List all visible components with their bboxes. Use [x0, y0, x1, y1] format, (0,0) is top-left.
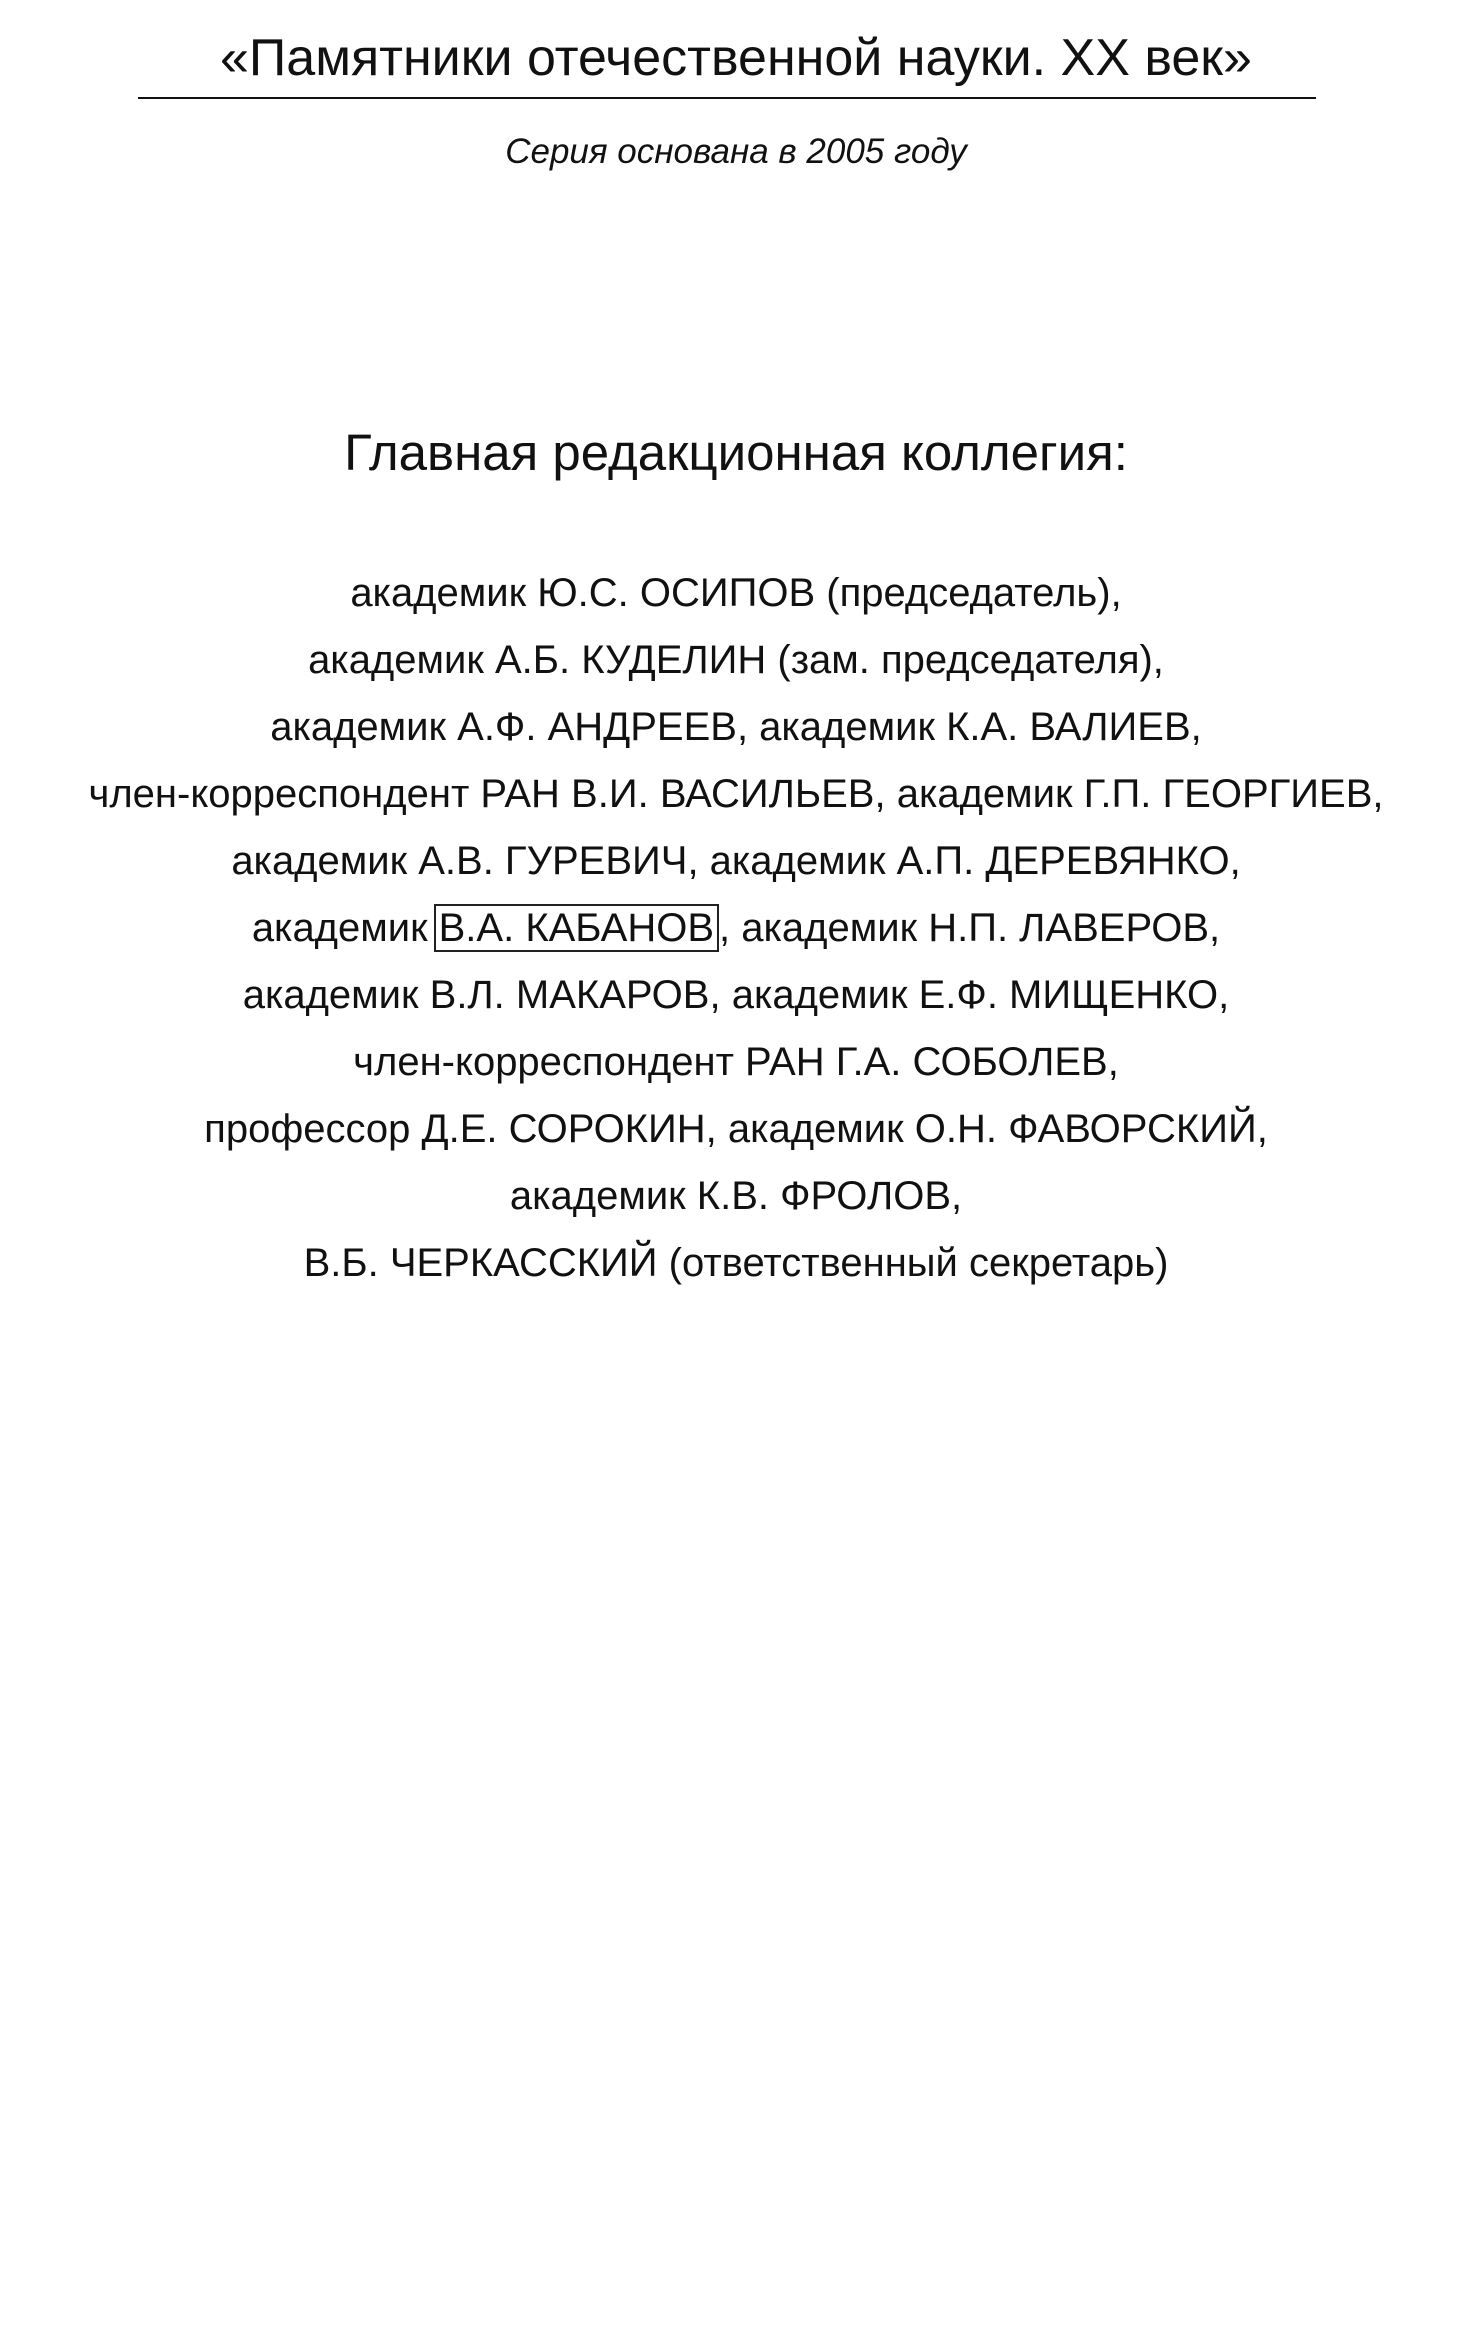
member-line: академик А.Ф. АНДРЕЕВ, академик К.А. ВАЛИЕВ,: [270, 705, 1202, 749]
member-line: член-корреспондент РАН Г.А. СОБОЛЕВ,: [353, 1040, 1119, 1084]
member-line: академик А.Б. КУДЕЛИН (зам. председателя),: [308, 638, 1164, 682]
member-line: В.Б. ЧЕРКАССКИЙ (ответственный секретарь): [303, 1241, 1169, 1285]
member-line-prefix: академик: [251, 906, 428, 950]
series-title: «Памятники отечественной науки. XX век»: [220, 29, 1252, 87]
member-line: член-корреспондент РАН В.И. ВАСИЛЬЕВ, академик Г.П. ГЕОРГИЕВ,: [88, 772, 1384, 816]
series-founded-note: Серия основана в 2005 году: [505, 132, 967, 171]
member-line: академик В.Л. МАКАРОВ, академик Е.Ф. МИЩЕНКО,: [242, 973, 1230, 1017]
member-line: академик Ю.С. ОСИПОВ (председатель),: [350, 571, 1122, 615]
editorial-board-heading: Главная редакционная коллегия:: [344, 424, 1128, 481]
member-line: академик А.В. ГУРЕВИЧ, академик А.П. ДЕРЕВЯНКО,: [231, 839, 1241, 883]
highlighted-member-name: В.А. КАБАНОВ: [434, 904, 719, 952]
member-line-suffix: , академик Н.П. ЛАВЕРОВ,: [719, 906, 1221, 950]
editorial-board-members: [0, 560, 1472, 1297]
member-line: профессор Д.Е. СОРОКИН, академик О.Н. ФАВОРСКИЙ,: [204, 1107, 1268, 1151]
title-divider: [138, 97, 1316, 99]
member-line-highlighted: [0, 895, 1472, 962]
member-line: академик К.В. ФРОЛОВ,: [509, 1174, 963, 1218]
